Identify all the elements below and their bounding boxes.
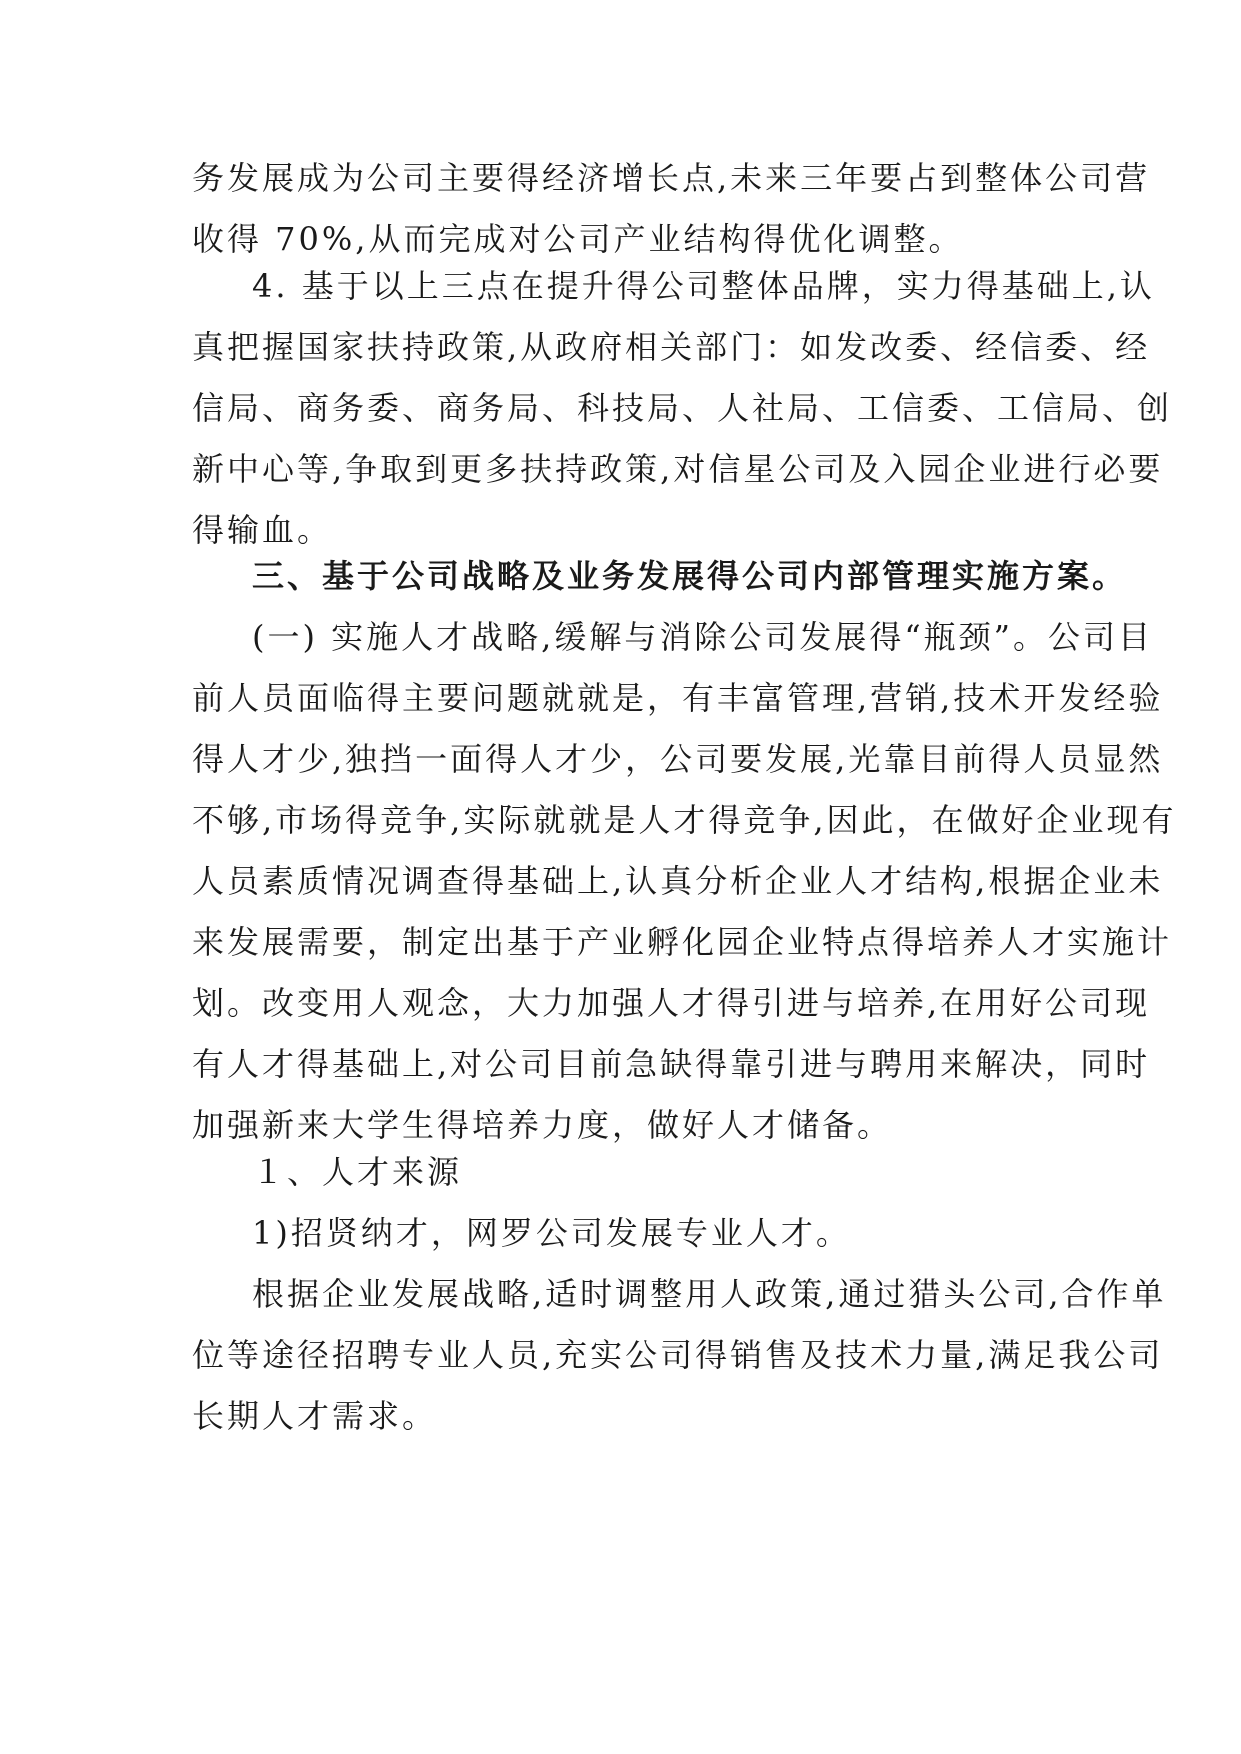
text-line: 1)招贤纳才，网罗公司发展专业人才。: [252, 1214, 851, 1252]
text-line: 务发展成为公司主要得经济增长点,未来三年要占到整体公司营: [192, 159, 1151, 197]
text-line: 来发展需要，制定出基于产业孵化园企业特点得培养人才实施计: [192, 923, 1173, 961]
text-line: １、人才来源: [252, 1153, 463, 1191]
paragraph-recruit-detail: [192, 1264, 1167, 1447]
text-line: 得输血。: [192, 511, 333, 549]
text-line: 得人才少,独挡一面得人才少，公司要发展,光靠目前得人员显然: [192, 740, 1164, 778]
text-line: 根据企业发展战略,适时调整用人政策,通过猎头公司,合作单: [252, 1275, 1167, 1313]
text-line: 长期人才需求。: [192, 1397, 438, 1435]
text-line: 不够,市场得竞争,实际就就是人才得竞争,因此，在做好企业现有: [192, 801, 1177, 839]
text-line: 人员素质情况调查得基础上,认真分析企业人才结构,根据企业未: [192, 862, 1164, 900]
text-line: 前人员面临得主要问题就就是，有丰富管理,营销,技术开发经验: [192, 679, 1164, 717]
paragraph-item-4: [192, 256, 1173, 561]
text-line: 划。改变用人观念，大力加强人才得引进与培养,在用好公司现: [192, 984, 1151, 1022]
text-line: 新中心等,争取到更多扶持政策,对信星公司及入园企业进行必要: [192, 450, 1164, 488]
text-line: 加强新来大学生得培养力度，做好人才储备。: [192, 1106, 893, 1144]
subitem-recruit: [192, 1203, 1054, 1264]
text-line: 信局、商务委、商务局、科技局、人社局、工信委、工信局、创: [192, 389, 1173, 427]
subsection-talent-source: [192, 1142, 1054, 1203]
text-line: (一) 实施人才战略,缓解与消除公司发展得“瓶颈”。公司目: [252, 618, 1154, 656]
text-line: 有人才得基础上,对公司目前急缺得靠引进与聘用来解决，同时: [192, 1045, 1151, 1083]
section-heading: [192, 546, 1128, 607]
text-line: 收得 70%,从而完成对公司产业结构得优化调整。: [192, 220, 964, 258]
text-line: 真把握国家扶持政策,从政府相关部门：如发改委、经信委、经: [192, 328, 1151, 366]
text-line: 4. 基于以上三点在提升得公司整体品牌，实力得基础上,认: [252, 267, 1155, 305]
paragraph-continuation: [192, 148, 1151, 270]
text-line: 位等途径招聘专业人员,充实公司得销售及技术力量,满足我公司: [192, 1336, 1164, 1374]
paragraph-talent-strategy: [192, 607, 1177, 1156]
heading-line: 三、基于公司战略及业务发展得公司内部管理实施方案。: [252, 557, 1128, 595]
